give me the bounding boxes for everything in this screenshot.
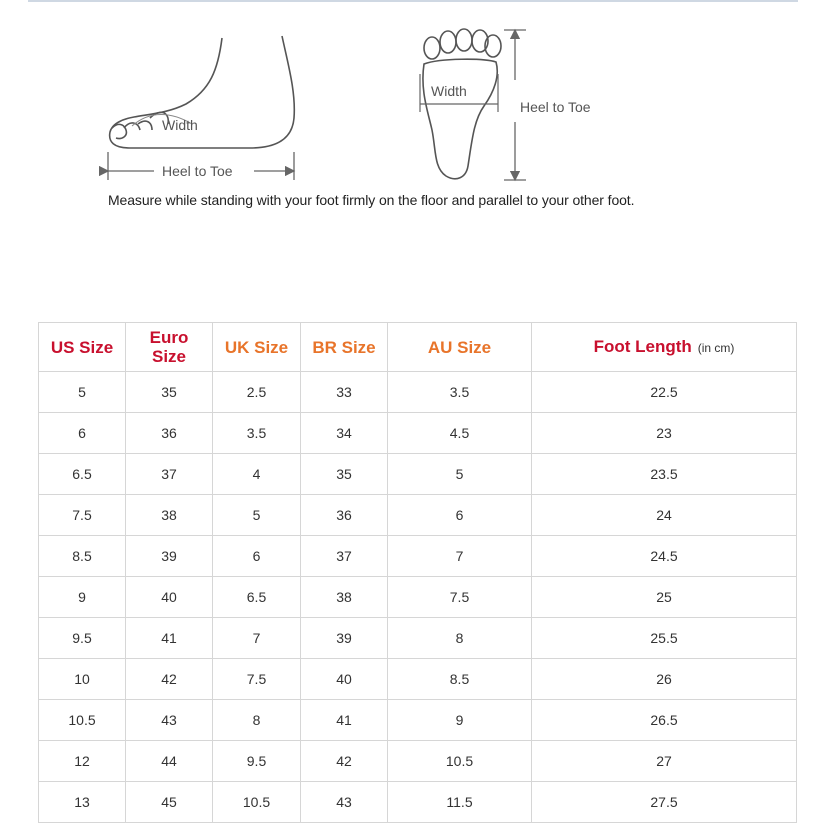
cell-uk: 5 xyxy=(213,495,301,536)
cell-br: 43 xyxy=(301,782,388,823)
cell-foot-length: 26.5 xyxy=(532,700,797,741)
cell-foot-length: 22.5 xyxy=(532,372,797,413)
side-heel-to-toe-label: Heel to Toe xyxy=(162,163,233,179)
header-au-size: AU Size xyxy=(388,323,532,372)
header-euro-line1: Euro xyxy=(149,328,189,347)
table-header-row xyxy=(39,323,797,372)
header-br-size: BR Size xyxy=(301,323,388,372)
cell-euro: 41 xyxy=(126,618,213,659)
cell-uk: 4 xyxy=(213,454,301,495)
cell-br: 34 xyxy=(301,413,388,454)
cell-euro: 44 xyxy=(126,741,213,782)
table-row xyxy=(39,782,797,823)
cell-br: 39 xyxy=(301,618,388,659)
cell-br: 33 xyxy=(301,372,388,413)
measurement-instructions: Measure while standing with your foot firmly on the floor and parallel to your other foot. xyxy=(108,192,635,208)
cell-au: 10.5 xyxy=(388,741,532,782)
table-row xyxy=(39,618,797,659)
cell-au: 6 xyxy=(388,495,532,536)
cell-au: 4.5 xyxy=(388,413,532,454)
header-euro-line2: Size xyxy=(151,347,187,366)
cell-us: 10 xyxy=(39,659,126,700)
cell-us: 7.5 xyxy=(39,495,126,536)
table-row xyxy=(39,413,797,454)
table-row xyxy=(39,741,797,782)
table-row xyxy=(39,577,797,618)
cell-br: 38 xyxy=(301,577,388,618)
cell-au: 7.5 xyxy=(388,577,532,618)
cell-uk: 7 xyxy=(213,618,301,659)
cell-br: 36 xyxy=(301,495,388,536)
cell-us: 6.5 xyxy=(39,454,126,495)
table-row xyxy=(39,700,797,741)
cell-uk: 10.5 xyxy=(213,782,301,823)
side-foot-illustration xyxy=(110,36,295,148)
header-foot-length xyxy=(532,323,797,372)
table-body xyxy=(39,372,797,823)
cell-au: 11.5 xyxy=(388,782,532,823)
size-chart-table xyxy=(38,322,797,823)
cell-br: 42 xyxy=(301,741,388,782)
cell-us: 10.5 xyxy=(39,700,126,741)
header-foot-length-unit: (in cm) xyxy=(697,340,735,355)
table-row xyxy=(39,372,797,413)
sole-heel-to-toe-label: Heel to Toe xyxy=(520,99,591,115)
cell-foot-length: 24 xyxy=(532,495,797,536)
cell-euro: 39 xyxy=(126,536,213,577)
cell-euro: 42 xyxy=(126,659,213,700)
cell-foot-length: 25.5 xyxy=(532,618,797,659)
cell-br: 35 xyxy=(301,454,388,495)
header-us-size: US Size xyxy=(39,323,126,372)
cell-foot-length: 23 xyxy=(532,413,797,454)
cell-br: 40 xyxy=(301,659,388,700)
table-row xyxy=(39,454,797,495)
cell-uk: 8 xyxy=(213,700,301,741)
cell-au: 5 xyxy=(388,454,532,495)
cell-euro: 40 xyxy=(126,577,213,618)
table-row xyxy=(39,659,797,700)
cell-us: 12 xyxy=(39,741,126,782)
cell-uk: 6.5 xyxy=(213,577,301,618)
table-row xyxy=(39,536,797,577)
cell-foot-length: 27.5 xyxy=(532,782,797,823)
cell-uk: 3.5 xyxy=(213,413,301,454)
cell-au: 8.5 xyxy=(388,659,532,700)
cell-uk: 9.5 xyxy=(213,741,301,782)
cell-foot-length: 27 xyxy=(532,741,797,782)
cell-uk: 6 xyxy=(213,536,301,577)
cell-foot-length: 25 xyxy=(532,577,797,618)
cell-au: 7 xyxy=(388,536,532,577)
cell-au: 8 xyxy=(388,618,532,659)
cell-euro: 45 xyxy=(126,782,213,823)
cell-au: 3.5 xyxy=(388,372,532,413)
cell-us: 6 xyxy=(39,413,126,454)
header-foot-length-label: Foot Length xyxy=(593,336,692,356)
cell-uk: 7.5 xyxy=(213,659,301,700)
cell-us: 5 xyxy=(39,372,126,413)
cell-us: 13 xyxy=(39,782,126,823)
cell-us: 9 xyxy=(39,577,126,618)
cell-uk: 2.5 xyxy=(213,372,301,413)
cell-au: 9 xyxy=(388,700,532,741)
cell-euro: 38 xyxy=(126,495,213,536)
side-width-label: Width xyxy=(162,117,198,133)
cell-foot-length: 24.5 xyxy=(532,536,797,577)
cell-euro: 36 xyxy=(126,413,213,454)
sole-width-label: Width xyxy=(431,83,467,99)
cell-us: 8.5 xyxy=(39,536,126,577)
cell-us: 9.5 xyxy=(39,618,126,659)
cell-euro: 35 xyxy=(126,372,213,413)
header-uk-size: UK Size xyxy=(213,323,301,372)
cell-euro: 43 xyxy=(126,700,213,741)
cell-foot-length: 26 xyxy=(532,659,797,700)
cell-br: 41 xyxy=(301,700,388,741)
header-euro-size xyxy=(126,323,213,372)
cell-br: 37 xyxy=(301,536,388,577)
cell-euro: 37 xyxy=(126,454,213,495)
cell-foot-length: 23.5 xyxy=(532,454,797,495)
table-row xyxy=(39,495,797,536)
